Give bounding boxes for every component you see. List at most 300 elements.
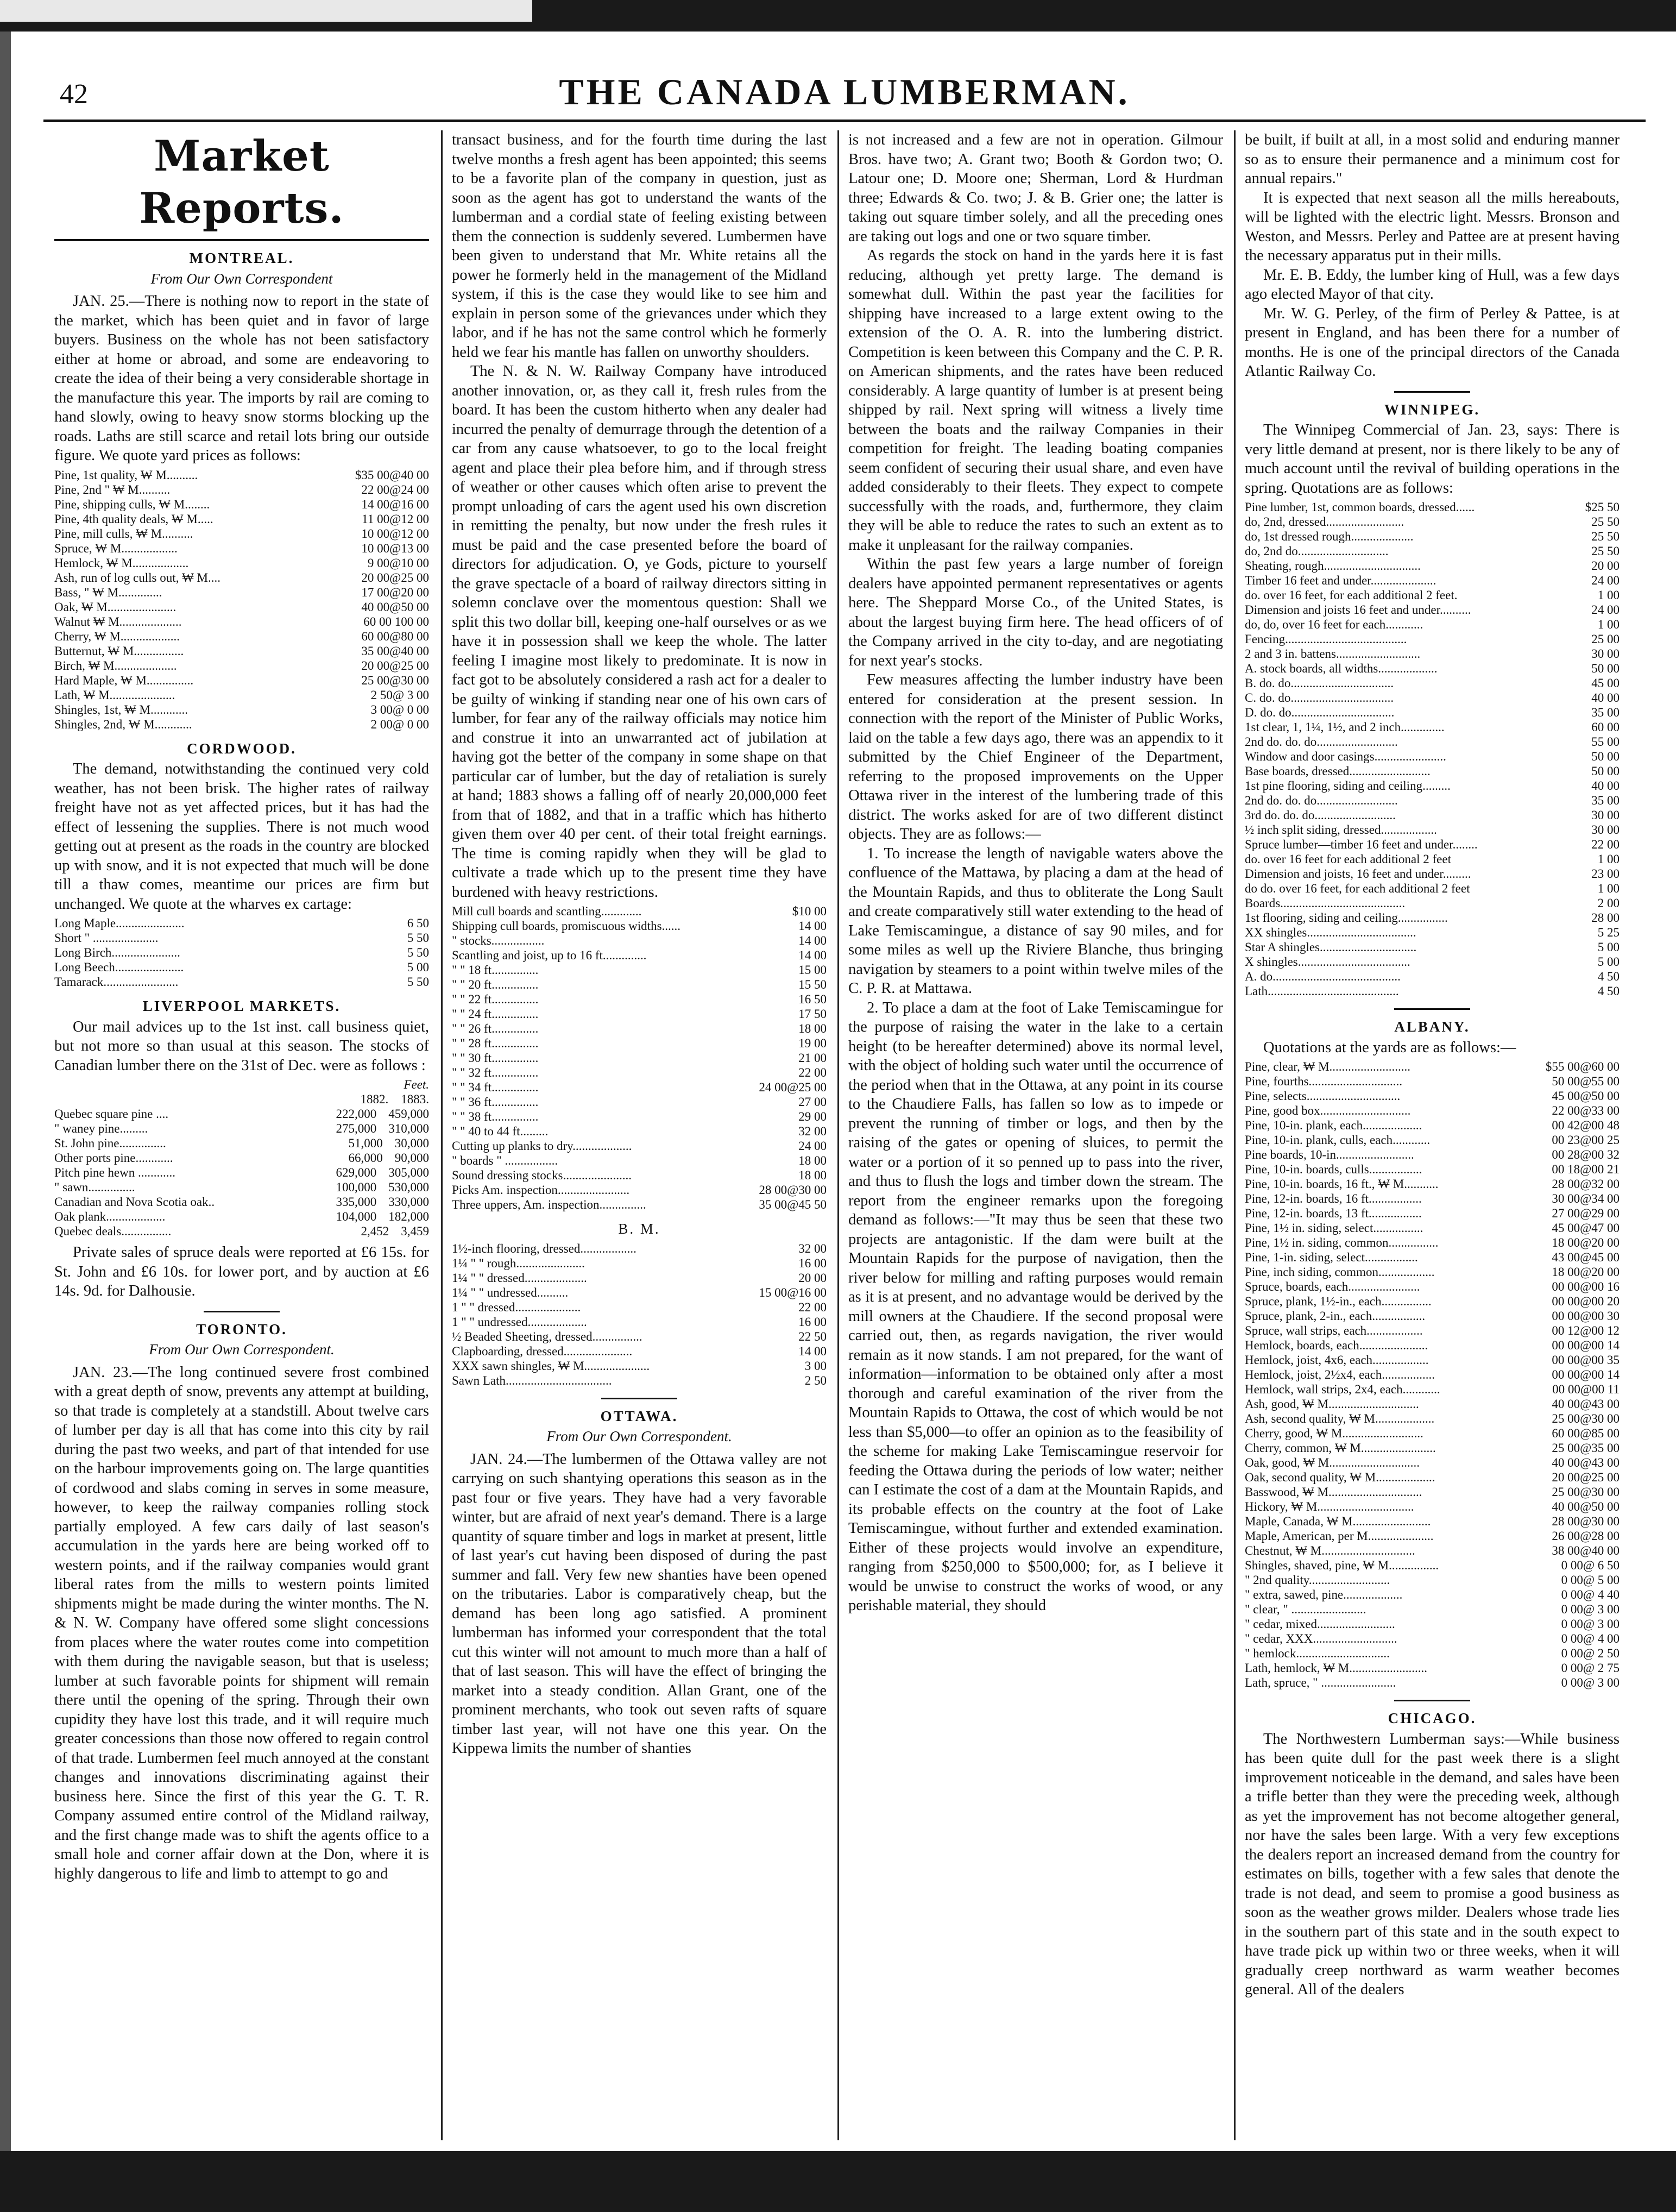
row-label: Oak, ₩ M...................... xyxy=(54,600,177,614)
row-label: Sheating, rough............................... xyxy=(1245,559,1421,573)
row-label: C. do. do................................. xyxy=(1245,691,1394,705)
row-label: Spruce, plank, 1½-in., each................ xyxy=(1245,1294,1432,1308)
paragraph: It is expected that next season all the mills hereabouts, will be lighted with the electric light. Messrs. Bronson and Weston, and Messrs. Perley and Pattee are at present having the necessary apparatus put in their mills. xyxy=(1245,189,1620,264)
table-row xyxy=(452,1256,827,1271)
row-value: 5 00 xyxy=(1597,940,1620,954)
section-title: Market Reports. xyxy=(54,130,429,241)
table-row xyxy=(1245,1382,1620,1397)
row-value: 24 00 xyxy=(798,1139,827,1153)
row-label: Boards........................................ xyxy=(1245,896,1406,910)
row-value: 23 00 xyxy=(1591,867,1620,881)
row-label: Cherry, common, ₩ M........................ xyxy=(1245,1441,1436,1455)
row-label: Basswood, ₩ M.............................. xyxy=(1245,1485,1422,1499)
table-row xyxy=(54,673,429,688)
row-label: Pine, 10-in. plank, each................... xyxy=(1245,1118,1422,1132)
row-value: 40 00 xyxy=(1591,779,1620,793)
table-row xyxy=(1245,896,1620,910)
row-value: 40 00 xyxy=(1591,691,1620,705)
row-value: 50 00 xyxy=(1591,764,1620,778)
row-label: Pine, 2nd " ₩ M.......... xyxy=(54,482,171,497)
row-value: 19 00 xyxy=(798,1036,827,1050)
row-label: Pine, 10-in. plank, culls, each............ xyxy=(1245,1133,1431,1147)
row-values xyxy=(332,1165,430,1180)
row-value: 0 00@ 3 00 xyxy=(1561,1617,1620,1631)
paragraph: transact business, and for the fourth time during the last twelve months a fresh agent has been appointed; this seems to be a favorite plan of the company in question, just as soon as the agent has got to understand the wants of the lumberman and a cordial state of feeling existing between them the connection is suddenly severed. Lumbermen have been given to understand that Mr. White retains all the power he formerly held in the management of the Midland system, if this is the case they would like to see him and explain in person some of the grievances under which they labor, and if he has not the same control which he formerly held we fear his mantle has fallen on unworthy shoulders. xyxy=(452,131,827,361)
paragraph: The Northwestern Lumberman says:—While business has been quite dull for the past week there is a slight improvement noticeable in the demand, and sales have been a trifle better than they were the preceding week, although as yet the improvement has not become altogether general, nor have the sales been large. With a very few exceptions the dealers report an increased demand from the country for estimates on bills, together with a few sales that denote the trade is not dead, and seem to promise a good business as soon as the weather grows milder. Dealers whose trade lies in the southern part of this state and in the south expect to have trade pick up within two or three weeks, when it will gradually creep northward as warm weather becomes general. All of the dealers xyxy=(1245,1730,1620,1998)
row-value: 32 00 xyxy=(798,1124,827,1138)
table-header-row: Feet. xyxy=(404,1078,429,1091)
table-row xyxy=(1245,1162,1620,1177)
table-row xyxy=(54,658,429,673)
section-heading-toronto: TORONTO. xyxy=(196,1321,287,1337)
row-value: 45 00 xyxy=(1591,676,1620,690)
table-row xyxy=(1245,984,1620,998)
paragraph: 1. To increase the length of navigable waters above the confluence of the Mattawa, by placing a dam at the head of the Mountain Rapids, and thus to obliterate the Long Sault and create comparatively still water extending to the head of Lake Temiscamingue, a distance of say 90 miles, and for some miles as well up the Riviere Blanche, thus bringing navigation by steamers to a point within twelve miles of the C. P. R. at Mattawa. xyxy=(848,845,1223,997)
table-row xyxy=(1245,749,1620,764)
row-label: Other ports pine............ xyxy=(54,1151,173,1165)
row-label: Shingles, shaved, pine, ₩ M................ xyxy=(1245,1559,1439,1572)
table-row xyxy=(54,512,429,526)
value-1882: 66,000 xyxy=(348,1151,383,1165)
row-value: 10 00@12 00 xyxy=(361,526,429,541)
row-label: Spruce, ₩ M.................. xyxy=(54,541,178,555)
value-1882: 104,000 xyxy=(336,1210,377,1223)
table-row xyxy=(1245,558,1620,573)
row-value: 15 50 xyxy=(798,978,827,991)
table-row xyxy=(1245,1543,1620,1558)
row-label: Mill cull boards and scantling............. xyxy=(452,904,642,918)
row-value: 43 00@45 00 xyxy=(1552,1250,1620,1264)
row-value: 10 00@13 00 xyxy=(361,541,429,555)
scan-left-edge xyxy=(0,32,11,2151)
table-row xyxy=(1245,1294,1620,1309)
table-row xyxy=(1245,661,1620,676)
table-row xyxy=(1245,822,1620,837)
table-row xyxy=(452,1271,827,1285)
row-label: Picks Am. inspection....................... xyxy=(452,1183,630,1197)
row-value: 3 00 xyxy=(804,1359,827,1373)
stock-table-liverpool xyxy=(54,1077,429,1239)
table-row xyxy=(1245,881,1620,896)
table-row xyxy=(1245,1059,1620,1074)
table-row xyxy=(1245,778,1620,793)
row-value: 60 00 100 00 xyxy=(363,614,429,629)
row-values xyxy=(344,1136,430,1151)
table-row xyxy=(54,975,429,989)
byline: From Our Own Correspondent. xyxy=(546,1428,732,1444)
row-label: " " 24 ft............... xyxy=(452,1007,539,1021)
row-value: 35 00@40 00 xyxy=(361,644,429,658)
table-row xyxy=(452,1344,827,1359)
table-row xyxy=(1245,1602,1620,1617)
table-row xyxy=(1245,573,1620,588)
row-label: 2nd do. do. do.......................... xyxy=(1245,794,1398,807)
row-value: 15 00@16 00 xyxy=(759,1285,827,1299)
row-value: 22 00 xyxy=(1591,838,1620,851)
row-value: 4 50 xyxy=(1597,984,1620,998)
table-row xyxy=(1245,1617,1620,1631)
row-value: $25 50 xyxy=(1585,500,1620,514)
table-row xyxy=(1245,632,1620,646)
table-row xyxy=(1245,764,1620,778)
row-value: 27 00@29 00 xyxy=(1552,1206,1620,1220)
row-label: XX shingles................................... xyxy=(1245,926,1416,939)
row-value: 28 00@32 00 xyxy=(1552,1177,1620,1191)
row-label: Hemlock, joist, 4x6, each.................. xyxy=(1245,1353,1429,1367)
section-separator xyxy=(1394,1008,1470,1010)
table-row xyxy=(1245,925,1620,940)
table-row xyxy=(452,992,827,1007)
table-row xyxy=(1245,720,1620,734)
row-value: 1 00 xyxy=(1597,852,1620,866)
table-row xyxy=(1245,1338,1620,1353)
row-values xyxy=(344,1151,430,1165)
row-value: 30 00 xyxy=(1591,823,1620,837)
row-value: 0 00@ 3 00 xyxy=(1561,1676,1620,1689)
row-label: " waney pine......... xyxy=(54,1122,148,1135)
table-row xyxy=(54,960,429,975)
paragraph: be built, if built at all, in a most solid and enduring manner so as to ensure their permanence and a minimum cost for annual repairs." xyxy=(1245,131,1620,187)
row-value: 25 00@35 00 xyxy=(1552,1441,1620,1455)
row-label: Clapboarding, dressed...................... xyxy=(452,1344,633,1358)
row-value: 29 00 xyxy=(798,1110,827,1123)
price-table-winnipeg xyxy=(1245,500,1620,998)
table-row xyxy=(1245,1441,1620,1455)
table-row xyxy=(54,688,429,702)
row-label: Pine, 10-in. boards, culls................. xyxy=(1245,1162,1422,1176)
table-row xyxy=(54,482,429,497)
row-value: 00 23@00 25 xyxy=(1552,1133,1620,1147)
column-4 xyxy=(1245,130,1620,2140)
scan-top-edge-light xyxy=(0,0,532,22)
table-row xyxy=(1245,1103,1620,1118)
row-value: 2 50 xyxy=(804,1373,827,1387)
table-row xyxy=(1245,852,1620,866)
table-row xyxy=(1245,1147,1620,1162)
row-label: 2nd do. do. do.......................... xyxy=(1245,735,1398,749)
table-row xyxy=(1245,500,1620,514)
row-label: Shipping cull boards, promiscuous widths...... xyxy=(452,919,681,933)
table-row xyxy=(54,1224,429,1239)
row-value: 25 50 xyxy=(1591,530,1620,543)
table-row xyxy=(1245,514,1620,529)
row-value: 60 00 xyxy=(1591,720,1620,734)
value-1882: 51,000 xyxy=(348,1136,383,1150)
table-row xyxy=(1245,808,1620,822)
table-row xyxy=(54,916,429,931)
row-label: " " 32 ft............... xyxy=(452,1066,539,1079)
table-row xyxy=(1245,1485,1620,1499)
row-label: " " 20 ft............... xyxy=(452,978,539,991)
row-label: Sawn Lath.................................. xyxy=(452,1373,612,1387)
value-1882: 275,000 xyxy=(336,1122,377,1135)
table-row xyxy=(1245,837,1620,852)
row-label: Oak plank................... xyxy=(54,1210,166,1223)
table-row xyxy=(54,614,429,629)
row-value: 35 00@45 50 xyxy=(759,1198,827,1211)
row-label: " " 34 ft............... xyxy=(452,1080,539,1094)
row-label: Tamarack........................ xyxy=(54,975,179,989)
price-table-cordwood xyxy=(54,916,429,989)
section-heading-liverpool: LIVERPOOL MARKETS. xyxy=(142,998,341,1014)
row-label: Pine, inch siding, common.................. xyxy=(1245,1265,1435,1279)
row-label: Long Maple...................... xyxy=(54,916,185,930)
row-label: Long Birch...................... xyxy=(54,946,180,959)
row-value: 00 28@00 32 xyxy=(1552,1148,1620,1161)
row-label: Hemlock, joist, 2½x4, each................. xyxy=(1245,1368,1435,1381)
table-row xyxy=(1245,1573,1620,1587)
column-rule xyxy=(1234,130,1236,2140)
table-row xyxy=(1245,1133,1620,1147)
table-row xyxy=(452,904,827,919)
table-row xyxy=(1245,544,1620,558)
row-label: Spruce, boards, each....................... xyxy=(1245,1280,1420,1293)
column-1 xyxy=(54,130,429,2140)
row-value: 16 00 xyxy=(798,1256,827,1270)
paragraph: Our mail advices up to the 1st inst. call business quiet, but not more so than usual at this season. The stocks of Canadian lumber there on the 31st of Dec. were as follows : xyxy=(54,1018,429,1074)
row-label: " extra, sawed, pine................... xyxy=(1245,1588,1403,1601)
table-row xyxy=(1245,1675,1620,1690)
row-value: 55 00 xyxy=(1591,735,1620,749)
row-value: 25 00@30 00 xyxy=(1552,1412,1620,1425)
table-row xyxy=(1245,1323,1620,1338)
table-row xyxy=(1245,866,1620,881)
section-separator xyxy=(204,1311,280,1312)
row-label: XXX sawn shingles, ₩ M..................... xyxy=(452,1359,650,1373)
row-value: 45 00@50 00 xyxy=(1552,1089,1620,1103)
row-label: " " 28 ft............... xyxy=(452,1036,539,1050)
row-value: 9 00@10 00 xyxy=(367,556,429,570)
row-label: do, 2nd do............................. xyxy=(1245,544,1389,558)
masthead: THE CANADA LUMBERMAN. xyxy=(559,71,1130,112)
row-value: 14 00 xyxy=(798,934,827,947)
row-label: " boards " ................. xyxy=(452,1154,558,1167)
row-value: 20 00 xyxy=(798,1271,827,1285)
row-value: 26 00@28 00 xyxy=(1552,1529,1620,1543)
row-value: 50 00 xyxy=(1591,662,1620,675)
table-row xyxy=(1245,1265,1620,1279)
row-label: Hard Maple, ₩ M............... xyxy=(54,673,194,687)
row-value: 20 00 xyxy=(1591,559,1620,573)
row-value: 18 00 xyxy=(798,1022,827,1035)
row-value: 40 00@43 00 xyxy=(1552,1456,1620,1469)
row-value: 5 50 xyxy=(407,931,429,945)
row-label: Base boards, dressed.......................... xyxy=(1245,764,1431,778)
section-heading-chicago: CHICAGO. xyxy=(1388,1710,1477,1726)
row-label: Star A shingles............................... xyxy=(1245,940,1417,954)
row-value: 40 00@43 00 xyxy=(1552,1397,1620,1411)
row-label: Pine, shipping culls, ₩ M........ xyxy=(54,497,210,511)
section-separator xyxy=(1394,391,1470,393)
row-label: Three uppers, Am. inspection............... xyxy=(452,1198,646,1211)
paragraph: Few measures affecting the lumber industry have been entered for consideration at the present session. In connection with the report of the Minister of Public Works, laid on the table a few days ago, there was an appendix to it submitted by the Chief Engineer of the Department, referring to the proposed improvements on the Upper Ottawa river in the interest of the lumbering trade of this district. The works asked for are of two different distinct objects. They are as follows:— xyxy=(848,671,1223,843)
row-value: 35 00 xyxy=(1591,706,1620,719)
table-row xyxy=(54,556,429,570)
table-row xyxy=(1245,1529,1620,1543)
row-value: 30 00 xyxy=(1591,808,1620,822)
table-row xyxy=(452,1285,827,1300)
row-label: Timber 16 feet and under..................... xyxy=(1245,574,1436,587)
table-row xyxy=(452,948,827,963)
table-row xyxy=(1245,602,1620,617)
row-value: 27 00 xyxy=(798,1095,827,1109)
table-row xyxy=(1245,1455,1620,1470)
row-value: 18 00 xyxy=(798,1168,827,1182)
price-table-toronto xyxy=(452,904,827,1212)
paragraph: The demand, notwithstanding the continued very cold weather, has not been brisk. The higher rates of railway freight have not as yet affected prices, but it has had the effect of lessening the supplies. There is not much wood getting out at present as the roads in the country are blocked up with snow, and it is not expected that much will be done till a thaw comes, meantime our prices are firm but unchanged. We quote at the wharves ex cartage: xyxy=(54,761,429,913)
row-label: 1 " " undressed................... xyxy=(452,1315,587,1329)
section-heading-montreal: MONTREAL. xyxy=(189,250,294,266)
row-label: St. John pine............... xyxy=(54,1136,166,1150)
row-label: do, 2nd, dressed......................... xyxy=(1245,515,1404,529)
row-value: 00 18@00 21 xyxy=(1552,1162,1620,1176)
row-label: Pine, mill culls, ₩ M.......... xyxy=(54,526,193,541)
row-value: 0 00@ 3 00 xyxy=(1561,1603,1620,1616)
row-label: " cedar, XXX........................... xyxy=(1245,1632,1397,1645)
table-row xyxy=(452,1021,827,1036)
value-1883: 530,000 xyxy=(388,1180,429,1194)
table-row xyxy=(452,1241,827,1256)
table-row xyxy=(1245,588,1620,602)
paragraph: JAN. 24.—The lumbermen of the Ottawa valley are not carrying on such shantying operations this season as in the past four or five years. They have had a very favorable winter, but are afraid of next year's demand. There is a large quantity of square timber and logs in market at present, little of last year's cut having been disposed of during the past summer and fall. Very few new shanties have been opened on the tributaries. Labor is comparatively cheap, but the demand has been long ago satisfied. A prominent lumberman has informed your correspondent that the total cut this winter will not amount to much more than a half of that of last season. This will have the effect of bringing the market into a steady condition. Allan Grant, one of the prominent merchants, who took out seven rafts of square timber last year, will not have one this year. On the Kippewa limits the number of shanties xyxy=(452,1450,827,1757)
row-label: 2 and 3 in. battens........................... xyxy=(1245,647,1421,661)
row-value: 14 00 xyxy=(798,919,827,933)
row-value: 25 00 xyxy=(1591,632,1620,646)
row-label: Canadian and Nova Scotia oak.. xyxy=(54,1195,215,1209)
table-row xyxy=(54,541,429,556)
table-row xyxy=(1245,1206,1620,1221)
row-value: 22 50 xyxy=(798,1329,827,1343)
row-label: Maple, Canada, ₩ M......................... xyxy=(1245,1515,1431,1528)
table-row xyxy=(1245,1353,1620,1367)
section-separator xyxy=(1394,1700,1470,1701)
page-number: 42 xyxy=(60,79,88,110)
table-row xyxy=(1245,793,1620,808)
row-label: Hemlock, wall strips, 2x4, each............ xyxy=(1245,1382,1440,1396)
row-value: 22 00 xyxy=(798,1066,827,1079)
row-value: 45 00@47 00 xyxy=(1552,1221,1620,1235)
row-value: 16 00 xyxy=(798,1315,827,1329)
row-value: 18 00@20 00 xyxy=(1552,1236,1620,1249)
row-label: Pine, fourths.............................. xyxy=(1245,1074,1403,1088)
row-value: 16 50 xyxy=(798,992,827,1006)
table-row xyxy=(54,526,429,541)
row-value: 18 00@20 00 xyxy=(1552,1265,1620,1279)
row-label: " " 36 ft............... xyxy=(452,1095,539,1109)
row-value: 00 12@00 12 xyxy=(1552,1324,1620,1337)
page-header xyxy=(43,71,1646,122)
row-label: Ash, second quality, ₩ M................... xyxy=(1245,1412,1435,1425)
table-row xyxy=(1245,617,1620,632)
paragraph: The N. & N. W. Railway Company have introduced another innovation, or, as they call it, fresh rules from the board. It has been the custom hitherto when any dealer had incurred the penalty of demurrage through the detention of a car from any cause whatsoever, to go to the local freight agent and place their plea before him, and if through stress of weather or other causes which often arise to prevent the prompt unloading of cars the agent used his own discretion in remitting the penalty, but now under the fresh rules it must be paid and the case presented before the board of directors for adjudication. O, ye Gods, picture to yourself the grave spectacle of a board of railway directors sitting in solemn conclave over the momentous question: Shall we split this two dollar bill, keeping one-half ourselves or as we have it in possession shall we keep the whole. The latter feeling I imagine most likely to predominate. It is now in fact got to be absolutely considered a rash act for a dealer to be guilty of winking if standing near one of his own cars of lumber, for fear any of the railway officials may notice him and construe it into an unwarranted act of jubilation at having got the better of the company in some shape on that particular car of lumber, but the day of retaliation is surely at hand; 1883 shows a falling off of nearly 20,000,000 feet from that of 1882, and that in a traffic which has hitherto given them over 40 per cent. of their total freight earnings. The time is coming rapidly when they will be glad to cultivate a trade which up to the present time they have burdened with heavy restrictions. xyxy=(452,363,827,901)
table-row xyxy=(1245,1074,1620,1089)
paragraph: Mr. W. G. Perley, of the firm of Perley & Pattee, is at present in England, and has been there for a number of months. He is one of the principal directors of the Canada Atlantic Railway Co. xyxy=(1245,305,1620,380)
row-label: Cherry, ₩ M................... xyxy=(54,629,180,643)
row-label: Dimension and joists, 16 feet and under......... xyxy=(1245,867,1471,881)
row-value: 28 00@30 00 xyxy=(1552,1515,1620,1528)
row-value: 25 00@30 00 xyxy=(361,673,429,687)
row-values xyxy=(332,1195,430,1209)
byline: From Our Own Correspondent. xyxy=(149,1341,335,1358)
row-value: 20 00@25 00 xyxy=(361,570,429,585)
row-value: 60 00@80 00 xyxy=(361,629,429,643)
row-label: Lath, hemlock, ₩ M......................... xyxy=(1245,1661,1428,1675)
row-value: 0 00@ 5 00 xyxy=(1561,1573,1620,1587)
table-row xyxy=(54,600,429,614)
row-label: Pitch pine hewn ............ xyxy=(54,1166,175,1179)
row-label: 1st pine flooring, siding and ceiling......... xyxy=(1245,779,1451,793)
table-row xyxy=(1245,954,1620,969)
row-value: 40 00@50 00 xyxy=(361,600,429,614)
row-label: Cutting up planks to dry................... xyxy=(452,1139,632,1153)
value-1882: 100,000 xyxy=(336,1180,377,1194)
row-value: 30 00 xyxy=(1591,647,1620,661)
value-1883: 310,000 xyxy=(388,1122,429,1135)
table-row xyxy=(1245,1250,1620,1265)
row-label: " " 22 ft............... xyxy=(452,992,539,1006)
table-subheading: B. M. xyxy=(618,1221,660,1237)
value-1882: 335,000 xyxy=(336,1195,377,1209)
value-1883: 459,000 xyxy=(388,1107,429,1121)
row-label: Pine, clear, ₩ M.......................... xyxy=(1245,1060,1411,1073)
table-row xyxy=(1245,1309,1620,1323)
row-values xyxy=(332,1121,430,1136)
value-1883: 182,000 xyxy=(388,1210,429,1223)
row-label: Oak, good, ₩ M............................. xyxy=(1245,1456,1420,1469)
row-value: $35 00@40 00 xyxy=(355,468,429,482)
row-value: 00 42@00 48 xyxy=(1552,1118,1620,1132)
row-label: Pine, good box............................. xyxy=(1245,1104,1411,1117)
row-label: Pine, 4th quality deals, ₩ M..... xyxy=(54,512,213,526)
table-row xyxy=(452,1183,827,1197)
table-row xyxy=(1245,529,1620,544)
table-row xyxy=(1245,940,1620,954)
section-separator xyxy=(601,1398,677,1399)
row-label: Dimension and joists 16 feet and under.......... xyxy=(1245,603,1471,617)
row-value: 0 00@ 4 00 xyxy=(1561,1632,1620,1645)
column-rule xyxy=(441,130,443,2140)
table-row xyxy=(452,1359,827,1373)
row-label: Pine boards, 10-in......................... xyxy=(1245,1148,1414,1161)
row-label: do. over 16 feet, for each additional 2 feet. xyxy=(1245,588,1458,602)
paragraph: is not increased and a few are not in operation. Gilmour Bros. have two; A. Grant two; Booth & Gordon two; O. Latour one; D. Moore one; Sherman, Lord & Hurdman three; Edwards & Co. two; J. & B. Grier one; the latter is taking out square timber solely, and all the preceding ones are taking out logs and one or two square timber. xyxy=(848,131,1223,245)
table-row xyxy=(1245,690,1620,705)
table-row xyxy=(1245,1367,1620,1382)
row-label: Quebec deals................ xyxy=(54,1224,172,1238)
row-value: 1 00 xyxy=(1597,588,1620,602)
row-label: Shingles, 2nd, ₩ M............ xyxy=(54,717,192,731)
row-value: 50 00@55 00 xyxy=(1552,1074,1620,1088)
row-value: 28 00 xyxy=(1591,911,1620,925)
row-label: Chestnut, ₩ M.............................. xyxy=(1245,1544,1415,1557)
value-1882: 629,000 xyxy=(336,1166,377,1179)
row-label: Pine, 1½ in. siding, common................ xyxy=(1245,1236,1439,1249)
row-value: 24 00 xyxy=(1591,574,1620,587)
table-row xyxy=(1245,705,1620,720)
row-value: 25 50 xyxy=(1591,544,1620,558)
scan-bottom-edge xyxy=(0,2151,1676,2212)
table-row xyxy=(452,963,827,977)
row-value: 60 00@85 00 xyxy=(1552,1427,1620,1440)
value-1883: 3,459 xyxy=(401,1224,429,1238)
row-value: 28 00@30 00 xyxy=(759,1183,827,1197)
row-value: 2 00 xyxy=(1597,896,1620,910)
row-label: Ash, run of log culls out, ₩ M.... xyxy=(54,570,221,585)
table-row xyxy=(54,1209,429,1224)
row-value: 2 00@ 0 00 xyxy=(370,717,429,731)
table-row xyxy=(452,1124,827,1139)
row-label: Short " ..................... xyxy=(54,931,159,945)
